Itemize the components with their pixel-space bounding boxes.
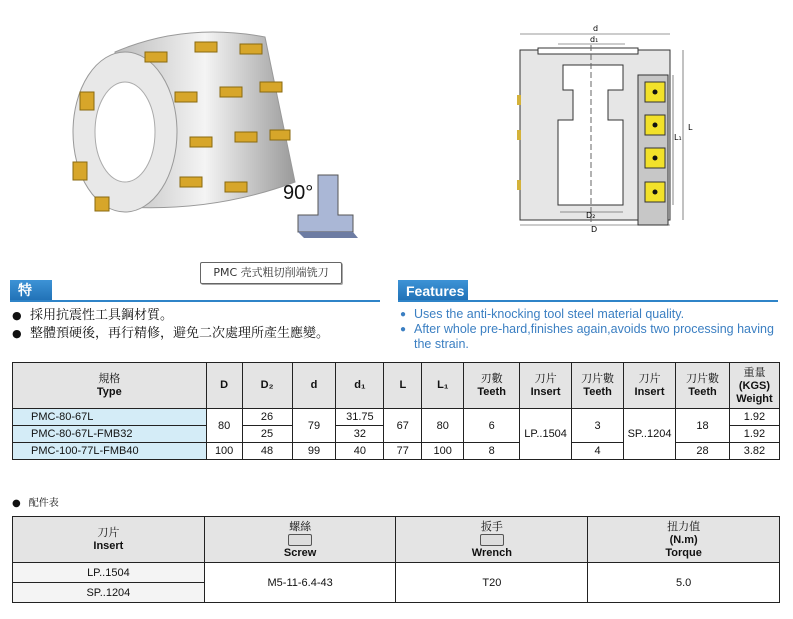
cell-insert-count-2: 28 xyxy=(676,443,730,460)
col-header-insert-2: 刀片 Insert xyxy=(624,363,676,409)
features-zh-heading: 特點 xyxy=(10,280,52,302)
col-header-teeth: 刃數 Teeth xyxy=(464,363,520,409)
cell-D2: 48 xyxy=(242,443,292,460)
dim-D2: D₂ xyxy=(586,211,596,220)
cell-screw: M5-11-6.4-43 xyxy=(204,563,396,603)
technical-drawing xyxy=(498,20,698,240)
dim-L1: L₁ xyxy=(674,133,682,142)
cell-teeth: 6 xyxy=(464,409,520,443)
dim-D: D xyxy=(591,225,598,234)
col-header-L1: L₁ xyxy=(422,363,464,409)
col-header-insert: 刀片 Insert xyxy=(520,363,572,409)
table-row xyxy=(13,563,780,583)
cell-d: 79 xyxy=(292,409,336,443)
divider xyxy=(398,300,778,302)
cell-D2: 25 xyxy=(242,426,292,443)
cell-type: PMC-100-77L-FMB40 xyxy=(13,443,207,460)
screw-icon xyxy=(288,534,312,546)
col-header-screw: 螺絲 Screw xyxy=(204,517,396,563)
col-header-weight: 重量 (KGS) Weight xyxy=(729,363,779,409)
cell-L: 67 xyxy=(384,409,422,443)
col-header-L: L xyxy=(384,363,422,409)
cell-d1: 31.75 xyxy=(336,409,384,426)
features-zh-item: ● 整體預硬後，再行精修，避免二次處理所產生應變。 xyxy=(12,325,329,343)
divider xyxy=(10,300,380,302)
accessory-table xyxy=(12,516,780,603)
cell-torque: 5.0 xyxy=(588,563,780,603)
cell-teeth: 8 xyxy=(464,443,520,460)
cell-weight: 1.92 xyxy=(729,409,779,426)
cell-D: 100 xyxy=(206,443,242,460)
cell-type: PMC-80-67L-FMB32 xyxy=(13,426,207,443)
col-header-D: D xyxy=(206,363,242,409)
cell-insert: LP..1504 xyxy=(520,409,572,460)
cell-type: PMC-80-67L xyxy=(13,409,207,426)
table-row xyxy=(13,409,780,426)
cell-d1: 32 xyxy=(336,426,384,443)
features-zh-list xyxy=(12,307,329,343)
cell-insert-count: 4 xyxy=(572,443,624,460)
angle-icon xyxy=(268,170,358,240)
features-zh-item: ● 採用抗震性工具鋼材質。 xyxy=(12,307,329,325)
cell-D2: 26 xyxy=(242,409,292,426)
cell-L1: 100 xyxy=(422,443,464,460)
cell-weight: 1.92 xyxy=(729,426,779,443)
cell-insert-count: 3 xyxy=(572,409,624,443)
cell-d1: 40 xyxy=(336,443,384,460)
col-header-d1: d₁ xyxy=(336,363,384,409)
col-header-insert-count-2: 刀片數 Teeth xyxy=(676,363,730,409)
accessory-title: ● 配件表 xyxy=(12,498,59,509)
product-caption: PMC 壳式粗切削端铣刀 xyxy=(200,262,342,284)
col-header-insert-count: 刀片數 Teeth xyxy=(572,363,624,409)
cell-L1: 80 xyxy=(422,409,464,443)
col-header-insert: 刀片 Insert xyxy=(13,517,205,563)
features-en-item: ● Uses the anti-knocking tool steel material quality. xyxy=(400,307,780,322)
cell-L: 77 xyxy=(384,443,422,460)
col-header-type: 規格 Type xyxy=(13,363,207,409)
features-en-list xyxy=(400,307,780,352)
col-header-torque: 扭力值 (N.m) Torque xyxy=(588,517,780,563)
bullet-icon: ● xyxy=(12,498,21,509)
dim-d1: d₁ xyxy=(590,35,599,44)
angle-label: 90° xyxy=(283,182,314,204)
cell-wrench: T20 xyxy=(396,563,588,603)
cell-insert: SP..1204 xyxy=(13,583,205,603)
dim-d: d xyxy=(593,24,599,33)
cell-D: 80 xyxy=(206,409,242,443)
features-en-heading: Features xyxy=(398,280,468,302)
features-en-item: ● After whole pre-hard,finishes again,avoids two processing having the strain. xyxy=(400,322,780,352)
cell-d: 99 xyxy=(292,443,336,460)
col-header-d: d xyxy=(292,363,336,409)
col-header-wrench: 扳手 Wrench xyxy=(396,517,588,563)
dim-L: L xyxy=(688,123,693,132)
cell-insert-2: SP..1204 xyxy=(624,409,676,460)
cell-insert: LP..1504 xyxy=(13,563,205,583)
cell-insert-count-2: 18 xyxy=(676,409,730,443)
spec-table xyxy=(12,362,780,460)
wrench-icon xyxy=(480,534,504,546)
cell-weight: 3.82 xyxy=(729,443,779,460)
col-header-D2: D₂ xyxy=(242,363,292,409)
